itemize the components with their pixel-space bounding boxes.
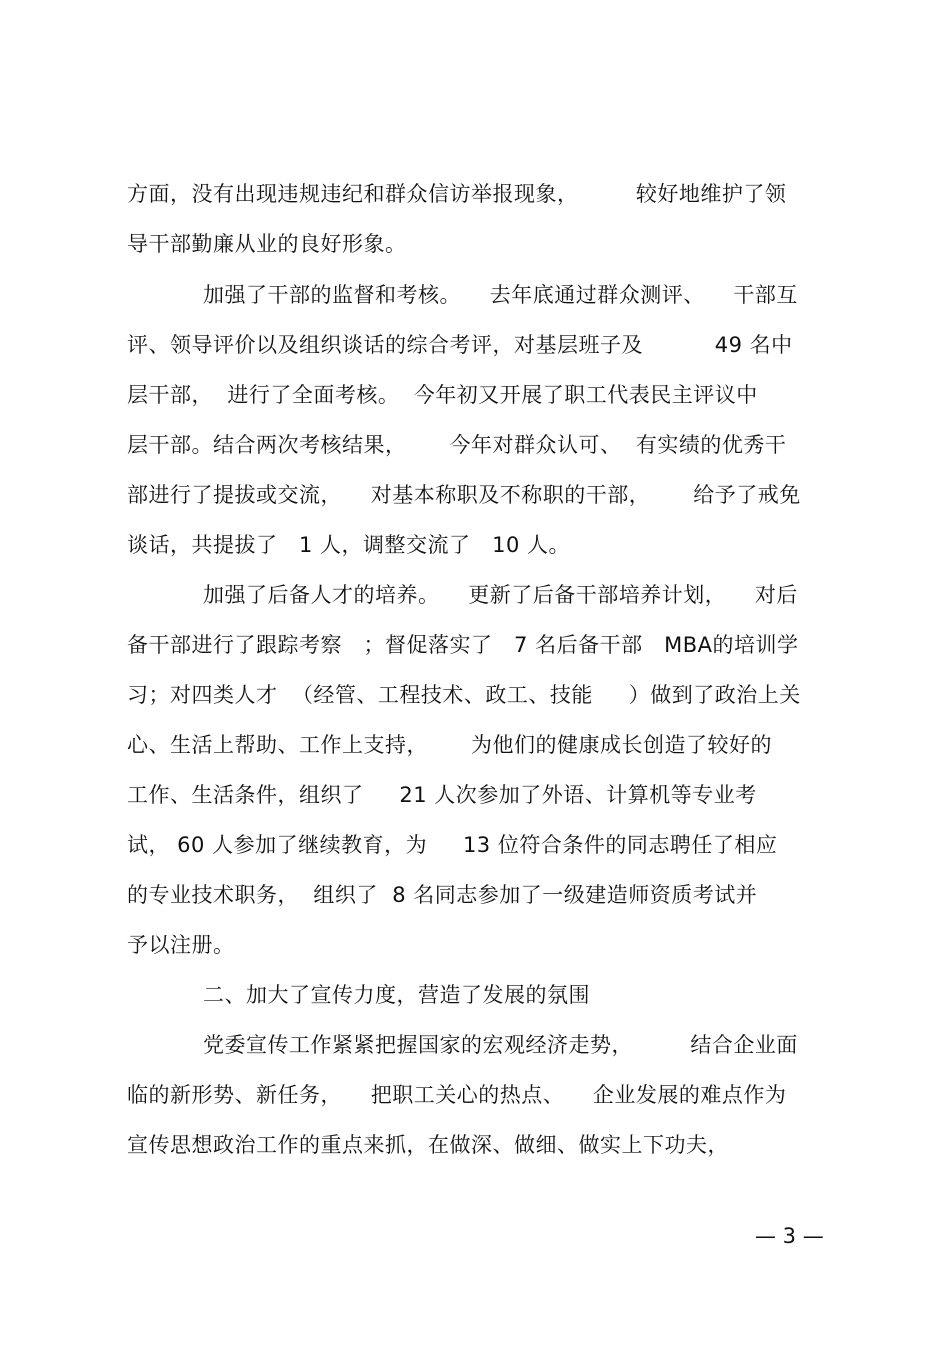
text-line: 加强了后备人才的培养。 更新了后备干部培养计划， 对后	[203, 583, 798, 607]
text-line: 谈话，共提拔了 1 人，调整交流了 10 人。	[127, 533, 570, 557]
text-line: 心、生活上帮助、工作上支持， 为他们的健康成长创造了较好的	[127, 733, 773, 757]
text-line: 导干部勤廉从业的良好形象。	[127, 232, 407, 256]
text-line: 习；对四类人才 （经管、工程技术、政工、技能 ）做到了政治上关	[127, 683, 801, 707]
text-line: 的专业技术职务， 组织了 8 名同志参加了一级建造师资质考试并	[127, 883, 758, 907]
text-line: 备干部进行了跟踪考察 ；督促落实了 7 名后备干部 MBA的培训学	[127, 633, 799, 657]
page-number: — 3 —	[755, 1224, 824, 1248]
text-line: 临的新形势、新任务， 把职工关心的热点、 企业发展的难点作为	[127, 1083, 787, 1107]
text-line: 予以注册。	[127, 933, 235, 957]
text-line: 部进行了提拔或交流， 对基本称职及不称职的干部， 给予了戒免	[127, 483, 801, 507]
text-line: 层干部， 进行了全面考核。 今年初又开展了职工代表民主评议中	[127, 383, 758, 407]
text-line: 党委宣传工作紧紧把握国家的宏观经济走势， 结合企业面	[203, 1033, 798, 1057]
text-line: 宣传思想政治工作的重点来抓，在做深、做细、做实上下功夫，	[127, 1133, 729, 1157]
text-line: 试， 60 人参加了继续教育，为 13 位符合条件的同志聘任了相应	[127, 833, 778, 857]
text-line: 评、领导评价以及组织谈话的综合考评，对基层班子及 49 名中	[127, 333, 793, 357]
text-line: 加强了干部的监督和考核。 去年底通过群众测评、 干部互	[203, 283, 798, 307]
text-line: 工作、生活条件，组织了 21 人次参加了外语、计算机等专业考	[127, 783, 757, 807]
text-line: 层干部。结合两次考核结果， 今年对群众认可、 有实绩的优秀干	[127, 433, 787, 457]
text-line: 方面，没有出现违规违纪和群众信访举报现象， 较好地维护了领	[127, 182, 787, 206]
section-heading: 二、加大了宣传力度，营造了发展的氛围	[203, 983, 590, 1007]
